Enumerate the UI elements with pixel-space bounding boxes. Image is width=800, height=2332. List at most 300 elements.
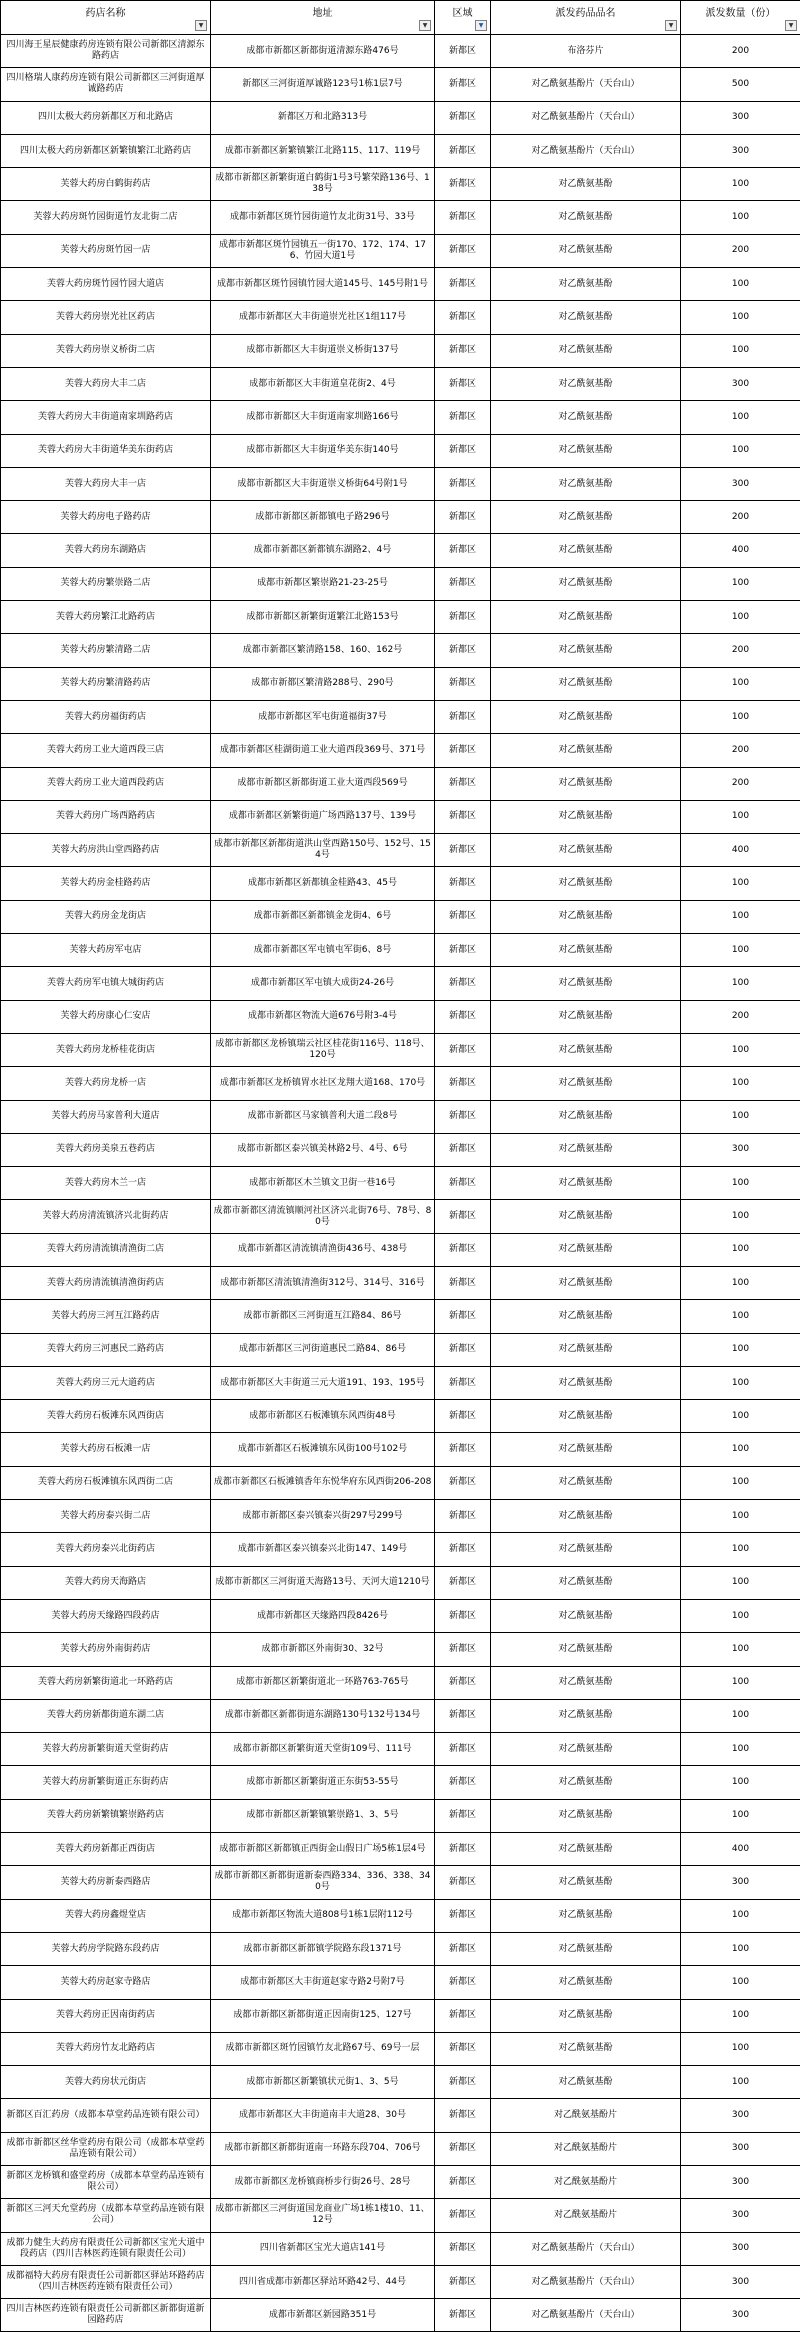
filter-dropdown-icon[interactable]: ▼ (785, 20, 797, 31)
cell-name[interactable]: 芙蓉大药房繁崇路二店 (1, 567, 211, 600)
cell-address[interactable]: 成都市新都区马家镇普利大道二段8号 (211, 1100, 435, 1133)
cell-district[interactable]: 新都区 (435, 1666, 491, 1699)
cell-district[interactable]: 新都区 (435, 1566, 491, 1599)
cell-qty[interactable]: 100 (681, 1333, 800, 1366)
cell-drug[interactable]: 对乙酰氨基酚 (491, 1133, 681, 1166)
cell-name[interactable]: 芙蓉大药房清流镇清渔街二店 (1, 1233, 211, 1266)
cell-address[interactable]: 四川省成都市新都区驿站环路42号、44号 (211, 2265, 435, 2298)
cell-qty[interactable]: 100 (681, 1999, 800, 2032)
cell-name[interactable]: 芙蓉大药房赵家寺路店 (1, 1966, 211, 1999)
cell-name[interactable]: 芙蓉大药房新繁街道天堂街药店 (1, 1733, 211, 1766)
cell-address[interactable]: 成都市新都区新繁街道广场西路137号、139号 (211, 800, 435, 833)
cell-qty[interactable]: 100 (681, 1733, 800, 1766)
cell-address[interactable]: 成都市新都区新都镇学院路东段1371号 (211, 1932, 435, 1965)
cell-address[interactable]: 成都市新都区清流镇清渔街436号、438号 (211, 1233, 435, 1266)
cell-qty[interactable]: 100 (681, 1400, 800, 1433)
cell-district[interactable]: 新都区 (435, 1133, 491, 1166)
cell-qty[interactable]: 500 (681, 68, 800, 101)
cell-address[interactable]: 成都市新都区龙桥镇瑞云社区桂花街116号、118号、120号 (211, 1033, 435, 1066)
cell-qty[interactable]: 100 (681, 1633, 800, 1666)
cell-address[interactable]: 成都市新都区外南街30、32号 (211, 1633, 435, 1666)
cell-district[interactable]: 新都区 (435, 800, 491, 833)
cell-qty[interactable]: 100 (681, 1666, 800, 1699)
cell-drug[interactable]: 对乙酰氨基酚 (491, 667, 681, 700)
cell-drug[interactable]: 对乙酰氨基酚 (491, 1100, 681, 1133)
cell-address[interactable]: 成都市新都区泰兴镇美林路2号、4号、6号 (211, 1133, 435, 1166)
cell-drug[interactable]: 对乙酰氨基酚 (491, 1932, 681, 1965)
cell-district[interactable]: 新都区 (435, 634, 491, 667)
cell-name[interactable]: 芙蓉大药房天缘路四段药店 (1, 1599, 211, 1632)
cell-address[interactable]: 成都市新都区三河街道惠民二路84、86号 (211, 1333, 435, 1366)
cell-drug[interactable]: 对乙酰氨基酚 (491, 1599, 681, 1632)
cell-drug[interactable]: 对乙酰氨基酚片（天台山） (491, 101, 681, 134)
cell-address[interactable]: 成都市新都区繁清路158、160、162号 (211, 634, 435, 667)
cell-address[interactable]: 成都市新都区军屯镇大成街24-26号 (211, 967, 435, 1000)
cell-district[interactable]: 新都区 (435, 1067, 491, 1100)
cell-qty[interactable]: 100 (681, 1466, 800, 1499)
cell-drug[interactable]: 对乙酰氨基酚 (491, 1300, 681, 1333)
cell-name[interactable]: 芙蓉大药房大丰街道南家圳路药店 (1, 401, 211, 434)
cell-drug[interactable]: 对乙酰氨基酚 (491, 800, 681, 833)
cell-district[interactable]: 新都区 (435, 1633, 491, 1666)
cell-qty[interactable]: 100 (681, 1100, 800, 1133)
cell-address[interactable]: 成都市新都区新都镇东湖路2、4号 (211, 534, 435, 567)
cell-qty[interactable]: 300 (681, 1866, 800, 1899)
cell-qty[interactable]: 200 (681, 767, 800, 800)
cell-district[interactable]: 新都区 (435, 501, 491, 534)
cell-name[interactable]: 芙蓉大药房石板滩一店 (1, 1433, 211, 1466)
cell-address[interactable]: 成都市新都区新都街道新泰西路334、336、338、340号 (211, 1866, 435, 1899)
cell-address[interactable]: 成都市新都区大丰街道南丰大道28、30号 (211, 2099, 435, 2132)
cell-name[interactable]: 芙蓉大药房三元大道药店 (1, 1366, 211, 1399)
cell-district[interactable]: 新都区 (435, 234, 491, 267)
cell-name[interactable]: 四川格瑞人康药房连锁有限公司新都区三河街道厚诚路药店 (1, 68, 211, 101)
cell-name[interactable]: 芙蓉大药房马家普利大道店 (1, 1100, 211, 1133)
cell-drug[interactable]: 对乙酰氨基酚 (491, 1466, 681, 1499)
cell-drug[interactable]: 对乙酰氨基酚 (491, 601, 681, 634)
cell-drug[interactable]: 对乙酰氨基酚 (491, 1033, 681, 1066)
cell-name[interactable]: 芙蓉大药房崇光社区药店 (1, 301, 211, 334)
cell-address[interactable]: 成都市新都区繁崇路21-23-25号 (211, 567, 435, 600)
cell-name[interactable]: 芙蓉大药房泰兴北街药店 (1, 1533, 211, 1566)
cell-address[interactable]: 成都市新都区大丰街道崇义桥街137号 (211, 334, 435, 367)
cell-qty[interactable]: 100 (681, 2066, 800, 2099)
cell-name[interactable]: 四川太极大药房新都区万和北路店 (1, 101, 211, 134)
cell-qty[interactable]: 300 (681, 2099, 800, 2132)
cell-address[interactable]: 成都市新都区军屯街道福街37号 (211, 700, 435, 733)
cell-qty[interactable]: 100 (681, 667, 800, 700)
cell-address[interactable]: 成都市新都区新都街道工业大道西段569号 (211, 767, 435, 800)
cell-qty[interactable]: 400 (681, 834, 800, 867)
cell-qty[interactable]: 100 (681, 1500, 800, 1533)
cell-drug[interactable]: 对乙酰氨基酚片 (491, 2199, 681, 2232)
cell-name[interactable]: 芙蓉大药房军屯镇大城街药店 (1, 967, 211, 1000)
cell-qty[interactable]: 300 (681, 2199, 800, 2232)
cell-qty[interactable]: 100 (681, 1067, 800, 1100)
cell-address[interactable]: 成都市新都区斑竹园镇竹友北路67号、69号一层 (211, 2032, 435, 2065)
cell-address[interactable]: 成都市新都区新都街道正因南街125、127号 (211, 1999, 435, 2032)
cell-address[interactable]: 成都市新都区大丰街道华美东街140号 (211, 434, 435, 467)
cell-address[interactable]: 成都市新都区三河街道互江路84、86号 (211, 1300, 435, 1333)
cell-drug[interactable]: 对乙酰氨基酚片（天台山） (491, 134, 681, 167)
cell-drug[interactable]: 对乙酰氨基酚片（天台山） (491, 2299, 681, 2332)
cell-address[interactable]: 成都市新都区三河街道天海路13号、天河大道1210号 (211, 1566, 435, 1599)
cell-district[interactable]: 新都区 (435, 900, 491, 933)
cell-address[interactable]: 成都市新都区大丰街道赵家寺路2号附7号 (211, 1966, 435, 1999)
cell-district[interactable]: 新都区 (435, 700, 491, 733)
cell-district[interactable]: 新都区 (435, 567, 491, 600)
cell-district[interactable]: 新都区 (435, 1466, 491, 1499)
cell-qty[interactable]: 100 (681, 800, 800, 833)
cell-qty[interactable]: 200 (681, 634, 800, 667)
cell-drug[interactable]: 对乙酰氨基酚 (491, 1699, 681, 1732)
cell-district[interactable]: 新都区 (435, 667, 491, 700)
cell-drug[interactable]: 对乙酰氨基酚 (491, 2032, 681, 2065)
cell-district[interactable]: 新都区 (435, 301, 491, 334)
cell-name[interactable]: 芙蓉大药房斑竹园竹园大道店 (1, 268, 211, 301)
cell-qty[interactable]: 100 (681, 168, 800, 201)
cell-qty[interactable]: 200 (681, 35, 800, 68)
cell-drug[interactable]: 对乙酰氨基酚 (491, 1400, 681, 1433)
cell-drug[interactable]: 对乙酰氨基酚 (491, 1633, 681, 1666)
cell-district[interactable]: 新都区 (435, 767, 491, 800)
cell-address[interactable]: 新都区万和北路313号 (211, 101, 435, 134)
cell-name[interactable]: 芙蓉大药房清流镇济兴北街药店 (1, 1200, 211, 1233)
cell-address[interactable]: 成都市新都区清流镇清渔街312号、314号、316号 (211, 1266, 435, 1299)
cell-drug[interactable]: 对乙酰氨基酚 (491, 434, 681, 467)
cell-name[interactable]: 芙蓉大药房木兰一店 (1, 1167, 211, 1200)
cell-name[interactable]: 成都力健生大药房有限责任公司新都区宝光大道中段药店（四川吉林医药连锁有限责任公司） (1, 2232, 211, 2265)
cell-address[interactable]: 成都市新都区泰兴镇泰兴北街147、149号 (211, 1533, 435, 1566)
cell-qty[interactable]: 100 (681, 2032, 800, 2065)
cell-district[interactable]: 新都区 (435, 2099, 491, 2132)
cell-district[interactable]: 新都区 (435, 201, 491, 234)
cell-qty[interactable]: 200 (681, 501, 800, 534)
cell-qty[interactable]: 100 (681, 567, 800, 600)
cell-qty[interactable]: 100 (681, 268, 800, 301)
cell-district[interactable]: 新都区 (435, 1100, 491, 1133)
cell-district[interactable]: 新都区 (435, 434, 491, 467)
cell-address[interactable]: 成都市新都区大丰街道皇花街2、4号 (211, 367, 435, 400)
cell-drug[interactable]: 对乙酰氨基酚 (491, 867, 681, 900)
cell-drug[interactable]: 对乙酰氨基酚 (491, 1866, 681, 1899)
filter-dropdown-icon[interactable]: ▼ (419, 20, 431, 31)
cell-qty[interactable]: 300 (681, 2299, 800, 2332)
cell-district[interactable]: 新都区 (435, 1300, 491, 1333)
cell-qty[interactable]: 100 (681, 1033, 800, 1066)
cell-drug[interactable]: 对乙酰氨基酚 (491, 501, 681, 534)
cell-address[interactable]: 成都市新都区新园路351号 (211, 2299, 435, 2332)
cell-district[interactable]: 新都区 (435, 2066, 491, 2099)
cell-drug[interactable]: 对乙酰氨基酚 (491, 1766, 681, 1799)
cell-drug[interactable]: 对乙酰氨基酚 (491, 1799, 681, 1832)
cell-name[interactable]: 芙蓉大药房外南街药店 (1, 1633, 211, 1666)
cell-address[interactable]: 成都市新都区新都街道南一环路东段704、706号 (211, 2132, 435, 2165)
cell-qty[interactable]: 300 (681, 1133, 800, 1166)
cell-qty[interactable]: 100 (681, 1966, 800, 1999)
cell-name[interactable]: 芙蓉大药房新都街道东湖二店 (1, 1699, 211, 1732)
cell-qty[interactable]: 100 (681, 967, 800, 1000)
cell-name[interactable]: 芙蓉大药房康心仁安店 (1, 1000, 211, 1033)
cell-drug[interactable]: 对乙酰氨基酚片 (491, 2166, 681, 2199)
cell-district[interactable]: 新都区 (435, 2032, 491, 2065)
cell-district[interactable]: 新都区 (435, 2199, 491, 2232)
cell-address[interactable]: 成都市新都区新都街道清源东路476号 (211, 35, 435, 68)
cell-district[interactable]: 新都区 (435, 1533, 491, 1566)
cell-qty[interactable]: 100 (681, 601, 800, 634)
cell-district[interactable]: 新都区 (435, 1433, 491, 1466)
cell-name[interactable]: 新都区三河天允堂药房（成都本草堂药品连锁有限公司） (1, 2199, 211, 2232)
cell-address[interactable]: 成都市新都区新繁街道繁江北路153号 (211, 601, 435, 634)
cell-name[interactable]: 四川太极大药房新都区新繁镇繁江北路药店 (1, 134, 211, 167)
cell-name[interactable]: 四川吉林医药连锁有限责任公司新都区新都街道新园路药店 (1, 2299, 211, 2332)
cell-qty[interactable]: 300 (681, 101, 800, 134)
cell-qty[interactable]: 100 (681, 1799, 800, 1832)
cell-district[interactable]: 新都区 (435, 1167, 491, 1200)
cell-name[interactable]: 芙蓉大药房清流镇清渔街药店 (1, 1266, 211, 1299)
cell-drug[interactable]: 对乙酰氨基酚 (491, 1533, 681, 1566)
cell-address[interactable]: 成都市新都区新繁镇状元街1、3、5号 (211, 2066, 435, 2099)
filter-dropdown-icon[interactable]: ▼ (665, 20, 677, 31)
cell-drug[interactable]: 布洛芬片 (491, 35, 681, 68)
cell-drug[interactable]: 对乙酰氨基酚 (491, 1000, 681, 1033)
cell-name[interactable]: 芙蓉大药房工业大道西段三店 (1, 734, 211, 767)
cell-qty[interactable]: 100 (681, 1233, 800, 1266)
cell-name[interactable]: 芙蓉大药房金桂路药店 (1, 867, 211, 900)
cell-district[interactable]: 新都区 (435, 834, 491, 867)
cell-name[interactable]: 芙蓉大药房天海路店 (1, 1566, 211, 1599)
cell-address[interactable]: 新都区三河街道厚诚路123号1栋1层7号 (211, 68, 435, 101)
cell-name[interactable]: 芙蓉大药房福街药店 (1, 700, 211, 733)
cell-district[interactable]: 新都区 (435, 367, 491, 400)
cell-name[interactable]: 芙蓉大药房大丰一店 (1, 467, 211, 500)
cell-qty[interactable]: 100 (681, 334, 800, 367)
cell-address[interactable]: 成都市新都区新都街道洪山堂西路150号、152号、154号 (211, 834, 435, 867)
cell-drug[interactable]: 对乙酰氨基酚 (491, 1366, 681, 1399)
cell-drug[interactable]: 对乙酰氨基酚 (491, 234, 681, 267)
cell-address[interactable]: 成都市新都区龙桥镇商桥步行街26号、28号 (211, 2166, 435, 2199)
cell-address[interactable]: 成都市新都区大丰街道崇光社区1组117号 (211, 301, 435, 334)
cell-district[interactable]: 新都区 (435, 1233, 491, 1266)
cell-district[interactable]: 新都区 (435, 1333, 491, 1366)
cell-qty[interactable]: 300 (681, 2265, 800, 2298)
cell-drug[interactable]: 对乙酰氨基酚 (491, 168, 681, 201)
cell-drug[interactable]: 对乙酰氨基酚 (491, 367, 681, 400)
cell-name[interactable]: 芙蓉大药房三河互江路药店 (1, 1300, 211, 1333)
cell-district[interactable]: 新都区 (435, 534, 491, 567)
cell-qty[interactable]: 100 (681, 1366, 800, 1399)
cell-drug[interactable]: 对乙酰氨基酚 (491, 2066, 681, 2099)
cell-drug[interactable]: 对乙酰氨基酚 (491, 467, 681, 500)
cell-district[interactable]: 新都区 (435, 1400, 491, 1433)
cell-district[interactable]: 新都区 (435, 1000, 491, 1033)
cell-district[interactable]: 新都区 (435, 134, 491, 167)
cell-district[interactable]: 新都区 (435, 268, 491, 301)
cell-qty[interactable]: 100 (681, 1699, 800, 1732)
cell-address[interactable]: 成都市新都区天缘路四段8426号 (211, 1599, 435, 1632)
cell-address[interactable]: 成都市新都区军屯镇屯军街6、8号 (211, 934, 435, 967)
cell-district[interactable]: 新都区 (435, 1599, 491, 1632)
cell-district[interactable]: 新都区 (435, 867, 491, 900)
cell-district[interactable]: 新都区 (435, 1899, 491, 1932)
cell-address[interactable]: 成都市新都区新都街道东湖路130号132号134号 (211, 1699, 435, 1732)
cell-name[interactable]: 成都福特大药房有限责任公司新都区驿站环路药店（四川吉林医药连锁有限责任公司） (1, 2265, 211, 2298)
cell-district[interactable]: 新都区 (435, 35, 491, 68)
cell-address[interactable]: 成都市新都区斑竹园镇竹园大道145号、145号附1号 (211, 268, 435, 301)
cell-name[interactable]: 芙蓉大药房电子路药店 (1, 501, 211, 534)
cell-name[interactable]: 芙蓉大药房新繁街道正东街药店 (1, 1766, 211, 1799)
cell-name[interactable]: 芙蓉大药房三河惠民二路药店 (1, 1333, 211, 1366)
cell-drug[interactable]: 对乙酰氨基酚 (491, 401, 681, 434)
cell-qty[interactable]: 100 (681, 900, 800, 933)
cell-drug[interactable]: 对乙酰氨基酚 (491, 1266, 681, 1299)
cell-district[interactable]: 新都区 (435, 101, 491, 134)
cell-address[interactable]: 成都市新都区龙桥镇胃水社区龙翔大道168、170号 (211, 1067, 435, 1100)
cell-name[interactable]: 芙蓉大药房新都正西街店 (1, 1833, 211, 1866)
cell-drug[interactable]: 对乙酰氨基酚 (491, 834, 681, 867)
cell-name[interactable]: 新都区龙桥镇和盛堂药房（成都本草堂药品连锁有限公司） (1, 2166, 211, 2199)
cell-district[interactable]: 新都区 (435, 1866, 491, 1899)
cell-qty[interactable]: 100 (681, 1566, 800, 1599)
cell-address[interactable]: 成都市新都区繁清路288号、290号 (211, 667, 435, 700)
cell-drug[interactable]: 对乙酰氨基酚 (491, 900, 681, 933)
cell-name[interactable]: 芙蓉大药房状元街店 (1, 2066, 211, 2099)
cell-address[interactable]: 成都市新都区石板滩镇东风街100号102号 (211, 1433, 435, 1466)
cell-drug[interactable]: 对乙酰氨基酚片（天台山） (491, 2232, 681, 2265)
cell-qty[interactable]: 400 (681, 534, 800, 567)
cell-drug[interactable]: 对乙酰氨基酚片 (491, 2099, 681, 2132)
cell-drug[interactable]: 对乙酰氨基酚 (491, 1733, 681, 1766)
cell-name[interactable]: 芙蓉大药房崇义桥街二店 (1, 334, 211, 367)
cell-address[interactable]: 成都市新都区大丰街道南家圳路166号 (211, 401, 435, 434)
cell-qty[interactable]: 100 (681, 1300, 800, 1333)
cell-qty[interactable]: 300 (681, 134, 800, 167)
cell-address[interactable]: 四川省新都区宝光大道店141号 (211, 2232, 435, 2265)
cell-qty[interactable]: 100 (681, 201, 800, 234)
cell-district[interactable]: 新都区 (435, 1266, 491, 1299)
cell-name[interactable]: 芙蓉大药房新繁镇繁崇路药店 (1, 1799, 211, 1832)
cell-name[interactable]: 芙蓉大药房大丰二店 (1, 367, 211, 400)
cell-drug[interactable]: 对乙酰氨基酚 (491, 334, 681, 367)
cell-district[interactable]: 新都区 (435, 1932, 491, 1965)
cell-qty[interactable]: 100 (681, 301, 800, 334)
cell-district[interactable]: 新都区 (435, 1733, 491, 1766)
cell-name[interactable]: 芙蓉大药房斑竹园一店 (1, 234, 211, 267)
cell-qty[interactable]: 100 (681, 1433, 800, 1466)
cell-qty[interactable]: 300 (681, 467, 800, 500)
cell-drug[interactable]: 对乙酰氨基酚 (491, 1566, 681, 1599)
cell-qty[interactable]: 100 (681, 700, 800, 733)
cell-qty[interactable]: 400 (681, 1833, 800, 1866)
cell-name[interactable]: 芙蓉大药房正因南街药店 (1, 1999, 211, 2032)
cell-address[interactable]: 成都市新都区新繁街道天堂街109号、111号 (211, 1733, 435, 1766)
cell-address[interactable]: 成都市新都区物流大道808号1栋1层附112号 (211, 1899, 435, 1932)
cell-qty[interactable]: 300 (681, 2232, 800, 2265)
cell-qty[interactable]: 100 (681, 434, 800, 467)
cell-name[interactable]: 芙蓉大药房军屯店 (1, 934, 211, 967)
cell-district[interactable]: 新都区 (435, 1699, 491, 1732)
cell-address[interactable]: 成都市新都区斑竹园镇五一街170、172、174、176、竹园大道1号 (211, 234, 435, 267)
cell-name[interactable]: 芙蓉大药房金龙街店 (1, 900, 211, 933)
cell-drug[interactable]: 对乙酰氨基酚 (491, 767, 681, 800)
cell-address[interactable]: 成都市新都区大丰街道崇义桥街64号附1号 (211, 467, 435, 500)
cell-address[interactable]: 成都市新都区新繁街道北一环路763-765号 (211, 1666, 435, 1699)
cell-address[interactable]: 成都市新都区物流大道676号附3-4号 (211, 1000, 435, 1033)
cell-qty[interactable]: 300 (681, 2166, 800, 2199)
cell-name[interactable]: 芙蓉大药房美泉五巷药店 (1, 1133, 211, 1166)
cell-qty[interactable]: 100 (681, 1899, 800, 1932)
cell-drug[interactable]: 对乙酰氨基酚 (491, 1167, 681, 1200)
cell-address[interactable]: 成都市新都区木兰镇文卫街一巷16号 (211, 1167, 435, 1200)
cell-address[interactable]: 成都市新都区桂湖街道工业大道西段369号、371号 (211, 734, 435, 767)
cell-name[interactable]: 新都区百汇药房（成都本草堂药品连锁有限公司） (1, 2099, 211, 2132)
cell-district[interactable]: 新都区 (435, 1200, 491, 1233)
cell-address[interactable]: 成都市新都区新繁街道白鹤街1号3号繁荣路136号、138号 (211, 168, 435, 201)
cell-district[interactable]: 新都区 (435, 1766, 491, 1799)
cell-district[interactable]: 新都区 (435, 734, 491, 767)
cell-name[interactable]: 芙蓉大药房石板滩镇东风西街二店 (1, 1466, 211, 1499)
cell-drug[interactable]: 对乙酰氨基酚 (491, 1233, 681, 1266)
cell-name[interactable]: 芙蓉大药房广场西路药店 (1, 800, 211, 833)
cell-district[interactable]: 新都区 (435, 68, 491, 101)
cell-drug[interactable]: 对乙酰氨基酚 (491, 534, 681, 567)
cell-qty[interactable]: 100 (681, 1266, 800, 1299)
filter-dropdown-icon[interactable]: ▼ (195, 20, 207, 31)
cell-name[interactable]: 四川海王星辰健康药房连锁有限公司新都区清源东路药店 (1, 35, 211, 68)
cell-drug[interactable]: 对乙酰氨基酚 (491, 567, 681, 600)
cell-drug[interactable]: 对乙酰氨基酚 (491, 1666, 681, 1699)
cell-qty[interactable]: 300 (681, 2132, 800, 2165)
cell-address[interactable]: 成都市新都区新繁镇繁崇路1、3、5号 (211, 1799, 435, 1832)
cell-address[interactable]: 成都市新都区新都镇金桂路43、45号 (211, 867, 435, 900)
cell-name[interactable]: 芙蓉大药房龙桥桂花街店 (1, 1033, 211, 1066)
cell-qty[interactable]: 100 (681, 1200, 800, 1233)
cell-address[interactable]: 成都市新都区斑竹园街道竹友北街31号、33号 (211, 201, 435, 234)
cell-name[interactable]: 芙蓉大药房学院路东段药店 (1, 1932, 211, 1965)
cell-name[interactable]: 芙蓉大药房白鹤街药店 (1, 168, 211, 201)
cell-qty[interactable]: 100 (681, 1932, 800, 1965)
cell-district[interactable]: 新都区 (435, 2166, 491, 2199)
cell-drug[interactable]: 对乙酰氨基酚 (491, 634, 681, 667)
cell-drug[interactable]: 对乙酰氨基酚 (491, 1999, 681, 2032)
cell-name[interactable]: 芙蓉大药房新繁街道北一环路药店 (1, 1666, 211, 1699)
cell-drug[interactable]: 对乙酰氨基酚 (491, 1067, 681, 1100)
cell-name[interactable]: 芙蓉大药房石板滩东风西街店 (1, 1400, 211, 1433)
cell-name[interactable]: 芙蓉大药房斑竹园街道竹友北街二店 (1, 201, 211, 234)
cell-name[interactable]: 芙蓉大药房竹友北路药店 (1, 2032, 211, 2065)
cell-qty[interactable]: 200 (681, 734, 800, 767)
cell-district[interactable]: 新都区 (435, 967, 491, 1000)
cell-drug[interactable]: 对乙酰氨基酚 (491, 734, 681, 767)
cell-district[interactable]: 新都区 (435, 1966, 491, 1999)
cell-address[interactable]: 成都市新都区新繁镇繁江北路115、117、119号 (211, 134, 435, 167)
cell-name[interactable]: 芙蓉大药房繁清路药店 (1, 667, 211, 700)
cell-name[interactable]: 芙蓉大药房泰兴街二店 (1, 1500, 211, 1533)
cell-address[interactable]: 成都市新都区新都镇正西街金山假日广场5栋1层4号 (211, 1833, 435, 1866)
cell-address[interactable]: 成都市新都区新都镇金龙街4、6号 (211, 900, 435, 933)
cell-drug[interactable]: 对乙酰氨基酚 (491, 201, 681, 234)
cell-district[interactable]: 新都区 (435, 2132, 491, 2165)
cell-address[interactable]: 成都市新都区石板滩镇东风西街48号 (211, 1400, 435, 1433)
cell-drug[interactable]: 对乙酰氨基酚 (491, 1833, 681, 1866)
cell-name[interactable]: 芙蓉大药房东湖路店 (1, 534, 211, 567)
cell-qty[interactable]: 200 (681, 1000, 800, 1033)
cell-drug[interactable]: 对乙酰氨基酚 (491, 301, 681, 334)
cell-district[interactable]: 新都区 (435, 1033, 491, 1066)
cell-drug[interactable]: 对乙酰氨基酚片（天台山） (491, 68, 681, 101)
cell-name[interactable]: 成都市新都区丝华堂药房有限公司（成都本草堂药品连锁有限公司） (1, 2132, 211, 2165)
cell-qty[interactable]: 100 (681, 867, 800, 900)
